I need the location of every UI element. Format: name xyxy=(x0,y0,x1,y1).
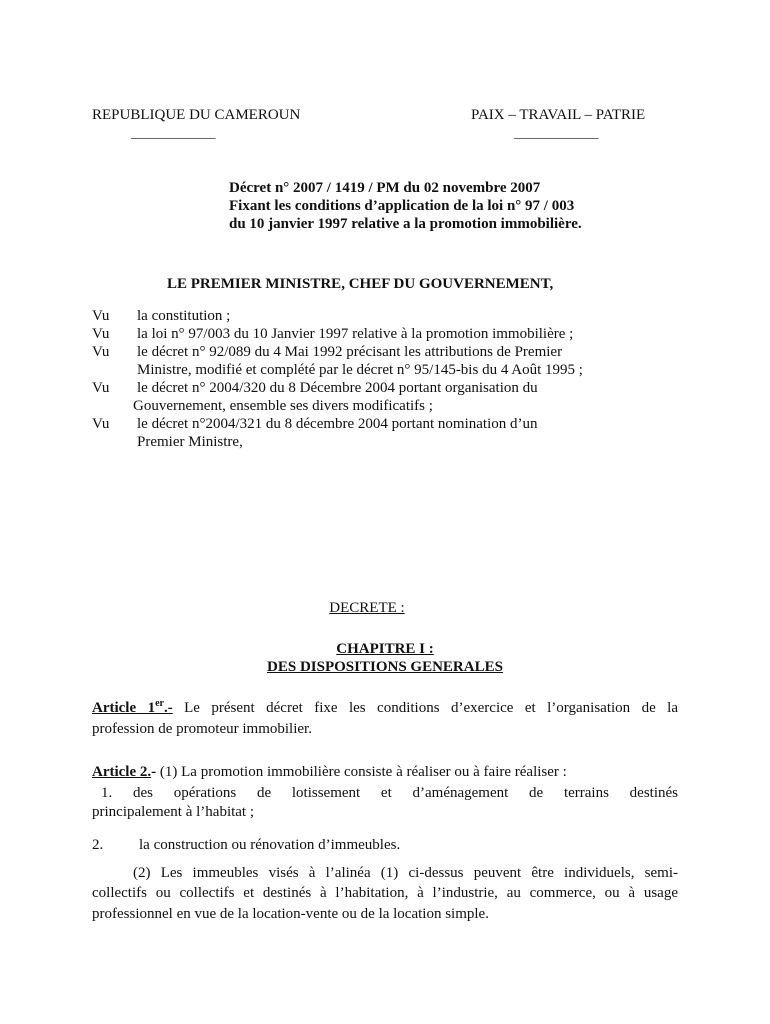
vu-label: Vu xyxy=(92,416,110,432)
authority-heading: LE PREMIER MINISTRE, CHEF DU GOUVERNEMENT, xyxy=(167,276,554,292)
vu-label: Vu xyxy=(92,326,110,342)
article2-para2-line1: (2) Les immeubles visés à l’alinéa (1) ci-dessus peuvent être individuels, semi- xyxy=(133,865,678,881)
vu-text-continued: Ministre, modifié et complété par le décret n° 95/145-bis du 4 Août 1995 ; xyxy=(137,362,583,378)
article1-line1 xyxy=(92,699,678,717)
vu-text-continued: Gouvernement, ensemble ses divers modificatifs ; xyxy=(133,398,433,414)
vu-label: Vu xyxy=(92,308,110,324)
article2-label: Article 2. xyxy=(92,764,152,780)
header-republic: REPUBLIQUE DU CAMEROUN xyxy=(92,107,301,123)
chapter-title: CHAPITRE I : xyxy=(336,641,434,657)
article2-item1-line2: principalement à l’habitat ; xyxy=(92,804,255,820)
vu-label: Vu xyxy=(92,380,110,396)
article2-item2-number: 2. xyxy=(92,837,104,853)
article1-label: Article 1er.- xyxy=(92,698,173,716)
article2-item1-line1: 1. des opérations de lotissement et d’aménagement de terrains destinés xyxy=(101,785,678,801)
article1-text: Le présent décret fixe les conditions d’exercice et l’organisation de la xyxy=(172,700,678,716)
vu-text: le décret n° 92/089 du 4 Mai 1992 précisant les attributions de Premier xyxy=(137,344,563,360)
decrete-heading: DECRETE : xyxy=(329,600,405,616)
article2-para2-line2: collectifs ou collectifs et destinés à l’habitation, à l’industrie, au commerce, ou à usage xyxy=(92,885,678,901)
header-left-rule: _____________ xyxy=(131,125,216,140)
chapter-subtitle: DES DISPOSITIONS GENERALES xyxy=(267,659,503,675)
header-right-rule: _____________ xyxy=(514,125,599,140)
article2-para2-line3: professionnel en vue de la location-vente ou de la location simple. xyxy=(92,906,489,922)
vu-text: la constitution ; xyxy=(137,308,231,324)
vu-text-continued: Premier Ministre, xyxy=(137,434,243,450)
article2-line1 xyxy=(92,763,567,781)
decree-title-line1: Décret n° 2007 / 1419 / PM du 02 novembre 2007 xyxy=(229,180,541,196)
article2-label-dash: - xyxy=(151,764,157,780)
article2-item2-text: la construction ou rénovation d’immeubles. xyxy=(139,837,401,853)
vu-label: Vu xyxy=(92,344,110,360)
article2-intro: (1) La promotion immobilière consiste à réaliser ou à faire réaliser : xyxy=(156,764,567,780)
article1-line2: profession de promoteur immobilier. xyxy=(92,721,312,737)
vu-text: la loi n° 97/003 du 10 Janvier 1997 relative à la promotion immobilière ; xyxy=(137,326,574,342)
header-motto: PAIX – TRAVAIL – PATRIE xyxy=(471,107,646,123)
decree-title-line3: du 10 janvier 1997 relative a la promotion immobilière. xyxy=(229,216,582,232)
vu-text: le décret n° 2004/320 du 8 Décembre 2004 portant organisation du xyxy=(137,380,538,396)
decree-title-line2: Fixant les conditions d’application de la loi n° 97 / 003 xyxy=(229,198,575,214)
vu-text: le décret n°2004/321 du 8 décembre 2004 portant nomination d’un xyxy=(137,416,538,432)
